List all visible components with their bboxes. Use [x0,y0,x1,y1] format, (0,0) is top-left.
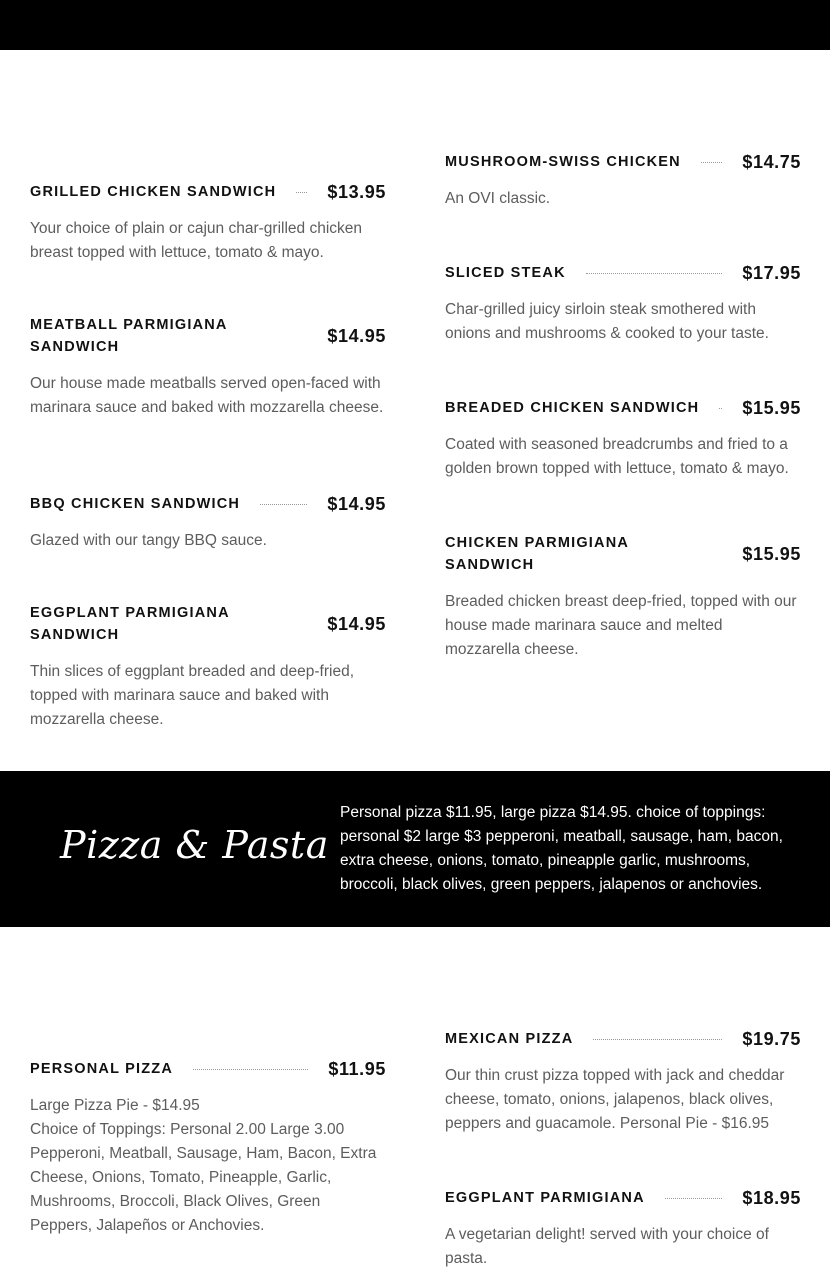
menu-item-price: $14.95 [327,493,386,514]
menu-item-header [445,397,801,419]
menu-item [445,262,801,346]
menu-item [30,1058,386,1238]
menu-item [445,1187,801,1271]
dotted-leader [701,162,723,163]
menu-item-name: PERSONAL PIZZA [30,1061,174,1077]
section-title: Pizza & Pasta [60,823,329,867]
menu-item-description: Thin slices of eggplant breaded and deep-fried, topped with marinara sauce and baked with mozzarella cheese. [30,663,354,728]
menu-item-name: MUSHROOM-SWISS CHICKEN [445,154,681,170]
menu-item-description-line: Large Pizza Pie - $14.95 [30,1097,200,1114]
dotted-leader [193,1069,308,1070]
menu-item [445,1028,801,1136]
menu-item-name: EGGPLANT PARMIGIANA SANDWICH [30,605,230,643]
menu-item-price: $14.95 [327,325,386,346]
menu-item-description [30,1094,386,1238]
menu-item-header [445,1187,801,1209]
dotted-leader [719,408,722,409]
menu-item-description: Char-grilled juicy sirloin steak smothered with onions and mushrooms & cooked to your taste. [445,301,769,342]
menu-item-description: A vegetarian delight! served with your choice of pasta. [445,1226,769,1267]
menu-item-header [30,181,386,203]
dotted-leader [296,192,307,193]
menu-item-description: Our thin crust pizza topped with jack and cheddar cheese, tomato, onions, jalapenos, black olives, peppers and guacamole. Personal Pie - $16.95 [445,1067,785,1132]
menu-item-description: An OVI classic. [445,190,551,207]
menu-item-header [30,493,386,515]
dotted-leader [665,1198,723,1199]
menu-item-price: $14.75 [742,151,801,172]
menu-item [445,151,801,211]
menu-item-description: Our house made meatballs served open-faced with marinara sauce and baked with mozzarella cheese. [30,375,384,416]
menu-item-price: $15.95 [742,397,801,418]
menu-item-name: EGGPLANT PARMIGIANA [445,1190,645,1206]
menu-item-header [445,151,801,173]
menu-item-description: Your choice of plain or cajun char-grilled chicken breast topped with lettuce, tomato & mayo. [30,220,363,261]
menu-item-price: $15.95 [742,543,801,564]
menu-item-header [445,262,801,284]
menu-item-price: $14.95 [327,613,386,634]
menu-item-description-line: Choice of Toppings: Personal 2.00 Large 3.00 Pepperoni, Meatball, Sausage, Ham, Bacon, Extra Cheese, Onions, Tomato, Pineapple, Garlic, Mushrooms, Broccoli, Black Olives, Green Peppers, Jalapeños or Anchovies. [30,1121,377,1234]
menu-item [445,532,801,662]
dotted-leader [586,273,723,274]
menu-item-price: $19.75 [742,1028,801,1049]
section-banner [0,771,830,927]
menu-item-price: $18.95 [742,1187,801,1208]
menu-item-name: CHICKEN PARMIGIANA SANDWICH [445,535,629,573]
menu-item-header [445,532,801,576]
menu-item [30,181,386,265]
menu-item [445,397,801,481]
menu-item [30,314,386,420]
menu-item [30,493,386,553]
menu-item-name: BREADED CHICKEN SANDWICH [445,400,700,416]
dotted-leader [260,504,307,505]
section-info: Personal pizza $11.95, large pizza $14.95. choice of toppings: personal $2 large $3 pepperoni, meatball, sausage, ham, bacon, extra cheese, onions, tomato, pineapple garlic, mushrooms, broccoli, black olives, green peppers, jalapenos or anchovies. [340,804,783,893]
menu-item-header [30,1058,386,1080]
menu-item-price: $17.95 [742,262,801,283]
menu-item-header [445,1028,801,1050]
menu-item-name: SLICED STEAK [445,265,566,281]
menu-item-description: Breaded chicken breast deep-fried, topped with our house made marinara sauce and melted mozzarella cheese. [445,593,797,658]
menu-item-price: $13.95 [327,181,386,202]
menu-item-name: MEATBALL PARMIGIANA SANDWICH [30,317,228,355]
top-header-bar [0,0,830,50]
menu-item-price: $11.95 [328,1058,386,1079]
menu-item [30,602,386,732]
menu-item-header [30,314,386,358]
menu-item-name: MEXICAN PIZZA [445,1031,574,1047]
menu-item-description: Coated with seasoned breadcrumbs and fried to a golden brown topped with lettuce, tomato & mayo. [445,436,789,477]
menu-item-description: Glazed with our tangy BBQ sauce. [30,532,267,549]
menu-item-name: BBQ CHICKEN SANDWICH [30,496,241,512]
menu-item-header [30,602,386,646]
dotted-leader [593,1039,722,1040]
menu-item-name: GRILLED CHICKEN SANDWICH [30,184,277,200]
